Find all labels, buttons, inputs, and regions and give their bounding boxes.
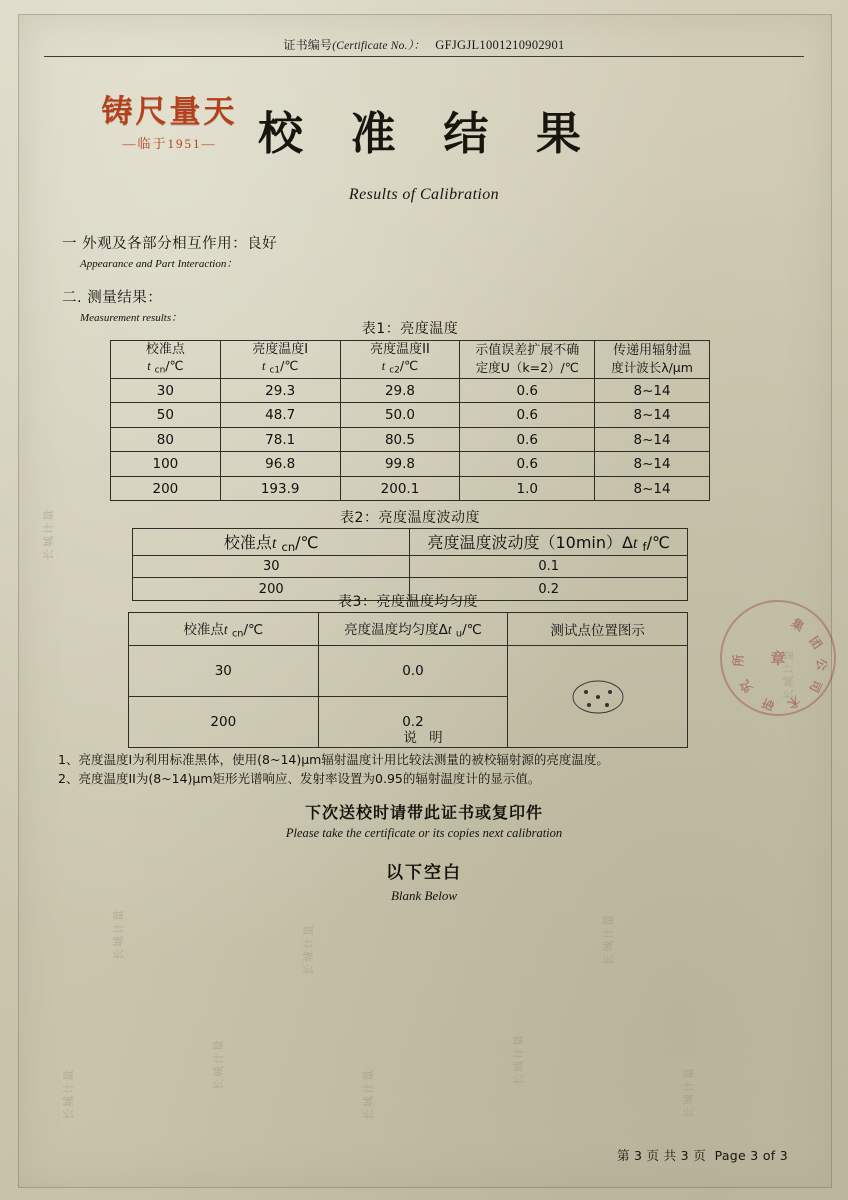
section-appearance bbox=[62, 232, 277, 271]
table2-cell: 30 bbox=[133, 555, 410, 578]
table-brightness-temperature bbox=[110, 340, 710, 501]
table1-cell: 0.6 bbox=[460, 378, 595, 403]
table-header-row bbox=[133, 529, 688, 556]
table2-col0-header: 校准点t $_{cn}$/℃ bbox=[133, 529, 410, 556]
watermark-tile: 长城计量 bbox=[212, 1038, 225, 1090]
table3-cell: 30 bbox=[129, 646, 319, 697]
certificate-number-line bbox=[0, 36, 848, 53]
table2-caption: 表2：亮度温度波动度 bbox=[340, 510, 480, 526]
table1-cell: 1.0 bbox=[460, 476, 595, 501]
watermark-tile: 长城计量 bbox=[112, 908, 125, 960]
table1-cell: 193.9 bbox=[220, 476, 340, 501]
stamp-char: 所 bbox=[731, 654, 746, 667]
next-calibration-cn: 下次送校时请带此证书或复印件 bbox=[304, 803, 543, 822]
section-measurement-en: Measurement results： bbox=[80, 312, 183, 324]
table2-cell: 0.2 bbox=[410, 578, 688, 601]
table-row bbox=[111, 452, 710, 477]
page-number-cn: 第 3 页 共 3 页 bbox=[616, 1148, 707, 1163]
table1-cell: 29.8 bbox=[340, 378, 460, 403]
page-number-en: Page 3 of 3 bbox=[714, 1148, 788, 1163]
table2-cell: 0.1 bbox=[410, 555, 688, 578]
logo-text-cn: 铸尺量天 bbox=[101, 94, 238, 130]
note-item: 1、亮度温度I为利用标准黑体，使用(8~14)μm辐射温度计用比较法测量的被校辐射源的亮度温度。 bbox=[58, 752, 609, 767]
table1-col4-header bbox=[595, 341, 710, 379]
table3-cell: 0.2 bbox=[318, 697, 508, 748]
table1-cell: 48.7 bbox=[220, 403, 340, 428]
stamp-char: 究 bbox=[737, 677, 756, 696]
table1-cell: 0.6 bbox=[460, 452, 595, 477]
watermark-tile: 长城计量 bbox=[782, 648, 795, 700]
table1-col0-header bbox=[111, 341, 221, 379]
stamp-char: 公 bbox=[814, 657, 830, 672]
table-header-row bbox=[111, 341, 710, 379]
watermark-tile: 长城计量 bbox=[362, 1068, 375, 1120]
table1-cell: 80 bbox=[111, 427, 221, 452]
table1-cell: 96.8 bbox=[220, 452, 340, 477]
logo-text-sub: —临于1951— bbox=[122, 135, 217, 151]
table1-col2-line1: 亮度温度II bbox=[370, 342, 430, 357]
table1-cell: 80.5 bbox=[340, 427, 460, 452]
note-item: 2、亮度温度II为(8~14)μm矩形光谱响应、发射率设置为0.95的辐射温度计的显示值。 bbox=[58, 771, 541, 787]
stamp-center-char: 章 bbox=[770, 649, 786, 668]
table-row bbox=[111, 378, 710, 403]
table-row bbox=[133, 555, 688, 578]
notes-title: 说 明 bbox=[403, 730, 447, 746]
table1-cell: 50 bbox=[111, 403, 221, 428]
watermark-tile: 长城计量 bbox=[302, 923, 315, 975]
table1-col2-line2: t $_{c2}$/℃ bbox=[381, 358, 419, 376]
watermark-tile: 长城计量 bbox=[512, 1033, 525, 1085]
stamp-char: 司 bbox=[806, 677, 825, 695]
table1-cell: 200 bbox=[111, 476, 221, 501]
blank-below-en: Blank Below bbox=[390, 888, 458, 903]
certificate-number-label-en: (Certificate No.）： bbox=[332, 40, 426, 52]
company-logo bbox=[82, 96, 257, 152]
table3-col2-header: 测试点位置图示 bbox=[508, 613, 688, 646]
table1-col0-line2: t $_{cn}$/℃ bbox=[147, 358, 184, 376]
table-brightness-fluctuation bbox=[132, 528, 688, 601]
page-number bbox=[617, 1146, 788, 1164]
table1-col1-line1: 亮度温度I bbox=[252, 342, 309, 357]
stamp-char: 集 bbox=[788, 615, 807, 635]
table1-cell: 29.3 bbox=[220, 378, 340, 403]
table3-col1-header: 亮度温度均匀度Δt $_u$/℃ bbox=[318, 613, 508, 646]
table1-cell: 8~14 bbox=[595, 403, 710, 428]
table1-col0-line1: 校准点 bbox=[145, 342, 185, 357]
table1-col3-line2: 定度U（k=2）/℃ bbox=[475, 359, 579, 375]
table1-cell: 30 bbox=[111, 378, 221, 403]
table1-col1-header bbox=[220, 341, 340, 379]
notes-block bbox=[52, 726, 798, 789]
table1-col3-line1: 示值误差扩展不确 bbox=[475, 343, 580, 359]
stamp-char: 团 bbox=[806, 633, 825, 652]
table1-cell: 50.0 bbox=[340, 403, 460, 428]
page-title-en: Results of Calibration bbox=[348, 186, 500, 203]
table3-caption: 表3：亮度温度均匀度 bbox=[338, 594, 478, 610]
section-measurement-cn: 二. 测量结果： bbox=[62, 290, 163, 306]
table1-cell: 8~14 bbox=[595, 427, 710, 452]
watermark-tile: 长城计量 bbox=[62, 1068, 75, 1120]
table1-col3-header bbox=[460, 341, 595, 379]
stamp-char: 研 bbox=[760, 695, 777, 713]
section-appearance-cn: 一 外观及各部分相互作用：良好 bbox=[62, 236, 278, 252]
table1-col4-line2: 度计波长λ/μm bbox=[611, 359, 693, 375]
table1-cell: 0.6 bbox=[460, 403, 595, 428]
table1-cell: 0.6 bbox=[460, 427, 595, 452]
table1-col1-line2: t $_{c1}$/℃ bbox=[261, 358, 299, 376]
table1-caption: 表1：亮度温度 bbox=[361, 321, 459, 337]
table1-col2-header bbox=[340, 341, 460, 379]
table1-cell: 200.1 bbox=[340, 476, 460, 501]
table3-cell: 200 bbox=[129, 697, 319, 748]
header-divider bbox=[44, 56, 804, 57]
table-row bbox=[111, 403, 710, 428]
table1-cell: 8~14 bbox=[595, 378, 710, 403]
watermark-tile: 长城计量 bbox=[42, 508, 55, 560]
stamp-char: 术 bbox=[784, 692, 803, 712]
measurement-point-diagram bbox=[563, 678, 633, 716]
certificate-number-label-cn: 证书编号 bbox=[283, 38, 333, 52]
next-calibration-en: Please take the certificate or its copies next calibration bbox=[285, 826, 563, 840]
watermark-tile: 长城计量 bbox=[602, 913, 615, 965]
table-row bbox=[111, 476, 710, 501]
table1-col4-line1: 传递用辐射温 bbox=[613, 343, 692, 359]
table3-cell: 0.0 bbox=[318, 646, 508, 697]
table-row bbox=[129, 646, 688, 697]
table-header-row bbox=[129, 613, 688, 646]
table1-cell: 100 bbox=[111, 452, 221, 477]
table1-cell: 8~14 bbox=[595, 476, 710, 501]
official-seal-stamp bbox=[720, 600, 836, 716]
table1-cell: 8~14 bbox=[595, 452, 710, 477]
certificate-number-value: GFJGJL1001210902901 bbox=[435, 38, 565, 52]
measurement-point-svg bbox=[563, 678, 633, 716]
page-title-cn: 校 准 结 果 bbox=[258, 107, 597, 160]
blank-below-cn: 以下空白 bbox=[386, 863, 462, 883]
table3-col0-header: 校准点t $_{cn}$/℃ bbox=[129, 613, 319, 646]
table1-cell: 99.8 bbox=[340, 452, 460, 477]
table-row bbox=[111, 427, 710, 452]
table2-col1-header: 亮度温度波动度（10min）Δt $_f$/℃ bbox=[410, 529, 688, 556]
table2-cell: 200 bbox=[133, 578, 410, 601]
section-appearance-en: Appearance and Part Interaction： bbox=[80, 258, 238, 270]
table1-cell: 78.1 bbox=[220, 427, 340, 452]
watermark-tile: 长城计量 bbox=[682, 1066, 695, 1118]
